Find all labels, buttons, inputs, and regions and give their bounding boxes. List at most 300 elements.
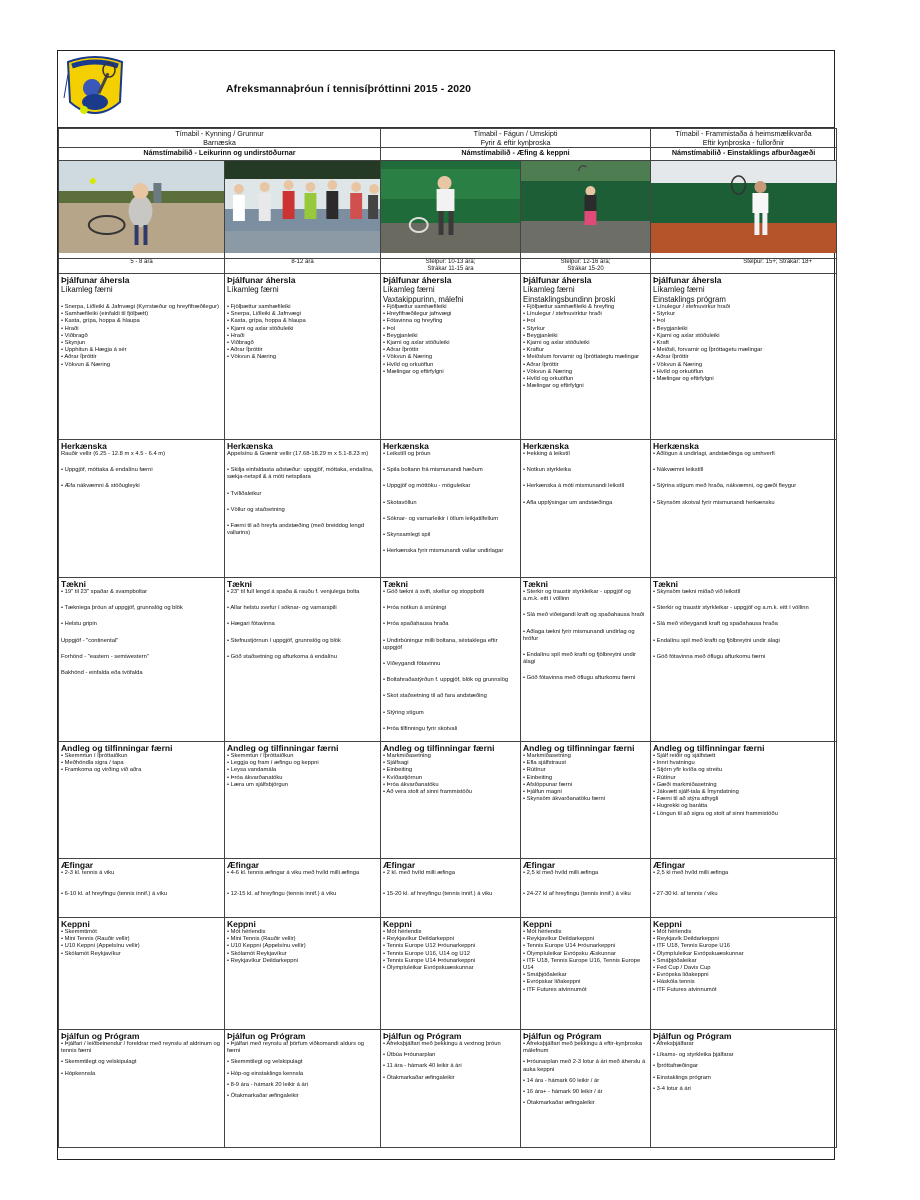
section-heading: Keppni	[383, 919, 412, 929]
age-cell: Stelpur: 10-13 ára; Strákar 11-15 ára	[381, 259, 521, 274]
section-row	[59, 918, 837, 1030]
training-item: • Vökvun & Næring	[61, 361, 111, 368]
competition-item: • Mót hérlendis	[383, 929, 422, 935]
mental-item: • Markmiðasetning	[523, 753, 571, 759]
tactics-item: • Skotavöllun	[383, 499, 417, 506]
training-item: • Styrkur	[523, 325, 546, 332]
technique-item: Forhönd - "eastern - semiwestern"	[61, 653, 149, 660]
section-heading: Þjálfunar áhersla	[227, 275, 296, 285]
section-heading: Tækni	[523, 579, 549, 589]
program-item: • Skemmtilegt og velskipulagt	[227, 1059, 303, 1066]
program-cell	[59, 1030, 225, 1148]
section-heading: Æfingar	[383, 860, 416, 870]
period-title: Tímabil - Fágun / Umskipti	[473, 129, 558, 138]
competition-item: • Ólympíuleikar Evrópskuæskunnar	[653, 950, 744, 957]
technique-item: • Þróa notkun á snúningi	[383, 605, 446, 612]
section-heading: Þjálfunar áhersla	[61, 275, 130, 285]
tactics-cell	[59, 440, 225, 578]
document-header	[58, 51, 834, 128]
section-heading: Keppni	[523, 919, 552, 929]
program-item: • Ótakmarkaðar æfingaleikir	[227, 1093, 299, 1100]
training-item: • Vökvun & Næring	[227, 354, 277, 361]
section-heading: Andleg og tilfinningar færni	[383, 743, 495, 753]
age-cell: Stelpur: 15+; Strákar: 18+	[651, 259, 837, 274]
training-item: • Línulegur / stefnuvirkur hraði	[653, 304, 731, 310]
training-item: • Meiðsli, forvarnir og Íþróttagetu mælingar	[653, 347, 763, 354]
practice-item: • 27-30 kl. af tennis / viku	[653, 891, 718, 898]
section-heading: Keppni	[61, 919, 90, 929]
training-item: • Kraftur	[523, 347, 545, 354]
section-heading: Tækni	[227, 579, 253, 589]
tactics-item: • Skilja einfaldasta aðstæður: uppgjöf, móttaka, endalína, sækja-netspil & á móti netspilara	[227, 467, 374, 481]
technique-item: • Slá með viðeigandi kraft og spaðahausa hraði	[523, 612, 645, 619]
section-heading: Herkænska	[653, 441, 699, 451]
tactics-item: • Völlur og staðsetning	[227, 506, 285, 513]
technique-item: • Slá með viðeygandi kraft og spaðahausa hraða	[653, 621, 778, 628]
competition-item: • Smáþjóðaleikar	[653, 957, 697, 964]
training-item: • Þol	[523, 318, 536, 325]
program-item: • 11 ára - hámark 40 leikir á ári	[383, 1063, 462, 1070]
tactics-item: • Færni til að hreyfa andstæðing (með breiddog lengd vallarins)	[227, 523, 365, 537]
stage-row	[59, 148, 837, 161]
competition-cell	[225, 918, 381, 1030]
competition-item: • Fed Cup / Davis Cup	[653, 965, 711, 972]
training-item: • Línulegur / stefnuvirktur hraði	[523, 311, 602, 318]
group-kids-photo	[225, 161, 380, 253]
practice-cell	[651, 859, 837, 918]
technique-item: • Sterkir og traustir styrkleikar - uppgjöf og a.m.k. eitt í völlinn	[523, 589, 631, 603]
photo-cell	[381, 161, 521, 259]
age-cell: Stelpur: 12-16 ára; Strákar 15-20	[521, 259, 651, 274]
technique-item: • Sterkir og traustir styrkleikar - uppgjöf og a.m.k. eitt í völlinn	[653, 605, 809, 612]
section-heading: Æfingar	[523, 860, 556, 870]
section-heading: Herkænska	[61, 441, 107, 451]
training-item: • Mælingar og eftirfylgni	[523, 383, 584, 390]
section-row	[59, 440, 837, 578]
training-item: • Aðrar Íþróttir	[61, 354, 97, 361]
section-row	[59, 859, 837, 918]
training-item: • Kjarni og axlar stöðuleiki	[383, 340, 450, 347]
technique-item: • Tækniega þróun af uppgjöf, grunnslög og blök	[61, 605, 183, 612]
program-item: • 8-9 ára - hámark 20 leikir á ári	[227, 1081, 308, 1088]
tactics-item: • Skynsöm skotval fyrir mismunandi herkænsku	[653, 499, 775, 506]
training-item: • Kasta, grípa, hoppa & hlaupa	[61, 318, 140, 325]
training-item: • Hraði	[61, 325, 79, 332]
section-subtitle: Líkamleg færni	[61, 285, 113, 294]
program-item: • Íþróttafræðingar	[653, 1063, 698, 1070]
period-cell	[381, 129, 651, 148]
section-row	[59, 274, 837, 440]
training-item: • Skynjun	[61, 340, 86, 347]
technique-item: • Stýring stígum	[383, 709, 424, 716]
training-item: • Þol	[383, 325, 396, 332]
section-heading: Tækni	[61, 579, 87, 589]
document-title: Afreksmannaþróun í tennisíþróttinni 2015 - 2020	[226, 83, 472, 95]
section-heading: Keppni	[227, 919, 256, 929]
tactics-item: • Uppgjöf, móttaka & endalínu færni	[61, 467, 153, 474]
program-item: • Afreksþjálfari með þekkingu á eftir-kynþroska málefnum	[523, 1041, 643, 1055]
program-cell	[651, 1030, 837, 1148]
practice-item: • 2,5 kl með hvíld milli æfinga	[653, 870, 729, 876]
training-item: • Fjölþættur samhæfileiki	[227, 304, 291, 310]
program-item: • Þjálfari með reynslu af þörfum viðkomandi aldurs og færni	[227, 1041, 365, 1055]
mental-item: • Skemmtun í Íþróttaiðkun	[61, 753, 128, 759]
training-cell	[651, 274, 837, 440]
training-item: • Hreyfifræðilegur jafnvægi	[383, 311, 452, 318]
training-item: • Hvíld og orkuöflun	[383, 361, 434, 368]
section-heading: Andleg og tilfinningar færni	[523, 743, 635, 753]
mental-item: • Meðhöndla sigra / tapa	[61, 760, 124, 767]
technique-item: • Endalínu spil með krafti og fjölbreytni undir álagi	[653, 637, 780, 644]
tactics-item: • Afla upplýsingar um andstæðinga	[523, 499, 613, 506]
practice-cell	[521, 859, 651, 918]
period-subtitle: Eftir kynþroska - fullorðnir	[702, 137, 785, 147]
mental-item: • Afslöppunar færni	[523, 781, 573, 788]
section-heading: Þjálfun og Prógram	[227, 1031, 306, 1041]
section-heading: Þjálfunar áhersla	[383, 275, 452, 285]
competition-item: • Evrópska liðakeppni	[653, 972, 709, 979]
practice-item: • 15-20 kl. af hreyfingu (tennis innif.) á viku	[383, 891, 493, 898]
tactics-item: • Leikstíll og þróun	[383, 451, 431, 457]
mental-item: • Rútínur	[523, 767, 546, 774]
photo-cell	[651, 161, 837, 259]
section-heading: Þjálfun og Prógram	[653, 1031, 732, 1041]
competition-item: • Smáþjóðaleikar	[523, 972, 567, 979]
competition-item: • ITF U18, Tennis Europe U16	[653, 943, 731, 950]
training-cell	[59, 274, 225, 440]
mental-item: • Skynsöm ákvarðanatöku færni	[523, 796, 605, 803]
photo-cell	[59, 161, 225, 259]
tactics-item: • Uppgjöf og móttöku - möguleikar	[383, 483, 471, 490]
section-row	[59, 742, 837, 859]
technique-item: • Allar helstu svefur í sóknar- og varnarspili	[227, 605, 337, 612]
mental-item: • Efla sjálfstraust	[523, 760, 566, 767]
practice-item: • 6-10 kl. af hreyfingu (tennis innif.) á viku	[61, 891, 168, 898]
training-item: • Beygjanleiki	[523, 332, 558, 339]
competition-item: • Reykjavík Deildarkeppni	[653, 936, 719, 943]
section-heading: Æfingar	[653, 860, 686, 870]
technique-item: • Stefnustjórnun í uppgjöf, grunnslög og blök	[227, 637, 341, 644]
technique-item: • Þróa tilfinningu fyrir skotvali	[383, 725, 458, 732]
training-item: • Þol	[653, 318, 666, 325]
mental-item: • Stjórn yfir kvíða og streitu	[653, 767, 723, 774]
stage-cell: Námstímabilið - Leikurinn og undirstöðurnar	[59, 148, 381, 161]
stage-cell: Námstímabilið - Einstaklings afburðagæði	[651, 148, 837, 161]
competition-item: • U10 Keppni (Appelsínu vellir)	[227, 943, 306, 950]
training-item: • Snerpa, Liðleiki & Jafnvægi (Kyrrstæður og hreyfifræðilegur)	[61, 304, 219, 310]
training-item: • Vökvun & Næring	[383, 354, 433, 361]
competition-item: • ITF U18, Tennis Europe U16, Tennis Europe U14	[523, 957, 641, 972]
training-item: • Fjölþættur samhæfileiki	[383, 304, 447, 310]
section-heading: Æfingar	[61, 860, 94, 870]
training-item: • Aðrar Íþróttir	[523, 361, 559, 368]
tactics-item: • Herkænska fyrir mismunandi vallar undirlagar	[383, 548, 504, 555]
technique-item: • Góð fótavinna með öflugu afturkomu færni	[523, 675, 636, 682]
training-item: • Upphitun & Hægja á sér	[61, 347, 127, 354]
practice-item: • 2 kl. með hvíld milli æfinga	[383, 870, 455, 876]
training-item: • Mælingar og eftirfylgni	[383, 368, 444, 375]
training-item: • Kraft	[653, 340, 669, 347]
section-heading: Æfingar	[227, 860, 260, 870]
program-item: • Ótakmarkaðar æfingaleikir	[523, 1100, 595, 1107]
program-item: • 3-4 lotur á ári	[653, 1085, 691, 1092]
section-heading: Herkænska	[383, 441, 429, 451]
section-heading: Þjálfun og Prógram	[61, 1031, 140, 1041]
practice-cell	[381, 859, 521, 918]
section-heading: Þjálfun og Prógram	[383, 1031, 462, 1041]
section-subtitle-2: Einstaklingsbundinn þroski	[523, 294, 616, 304]
competition-item: • ITF Futures atvinnumót	[523, 986, 587, 993]
technique-item: • Góð fótavinna með öflugu afturkomu færni	[653, 653, 766, 660]
mental-cell	[651, 742, 837, 859]
section-subtitle: Líkamleg færni	[383, 285, 435, 294]
training-item: • Viðbragð	[61, 332, 88, 339]
training-item: • Kjarni og axlar stöðuleiki	[653, 332, 720, 339]
mental-item: • Þróa ákvarðanatöku	[227, 774, 283, 781]
section-subtitle: Líkamleg færni	[653, 285, 705, 294]
practice-item: • 4-6 kl. tennis æfingar á viku með hvíld milli æfinga	[227, 870, 360, 876]
photo-cell	[521, 161, 651, 259]
period-subtitle: Barnæska	[203, 137, 236, 147]
competition-item: • Mót hérlendis	[227, 929, 266, 935]
training-item: • Aðrar Íþróttir	[383, 347, 419, 354]
tactics-item: • Aðlögun á undirlagi, andstæðinga og umhverfi	[653, 451, 775, 457]
mental-item: • Hugrekki og barátta	[653, 803, 708, 810]
training-item: • Vökvun & Næring	[653, 361, 703, 368]
competition-cell	[381, 918, 521, 1030]
period-row	[59, 129, 837, 148]
technique-item: • Hægari fótavinna	[227, 621, 275, 628]
competition-item: • Tennis Europe U12 Þróunarkeppni	[383, 943, 476, 950]
photo-row	[59, 161, 837, 259]
mental-item: • Sjálfsagi	[383, 760, 409, 767]
girl-serve-photo	[521, 161, 650, 253]
section-heading: Andleg og tilfinningar færni	[653, 743, 765, 753]
mental-item: • Læra um sjálfsbjörgun	[227, 781, 288, 788]
mental-cell	[521, 742, 651, 859]
section-heading: Andleg og tilfinningar færni	[61, 743, 173, 753]
practice-item: • 2,5 kl með hvíld milli æfinga	[523, 870, 599, 876]
tactics-item: • Skynsamlegt spil	[383, 532, 431, 539]
program-item: • Afreksþjálfarar	[653, 1041, 694, 1047]
technique-cell	[521, 578, 651, 742]
mental-item: • Einbeiting	[523, 774, 553, 781]
competition-item: • Tennis Europe U14 Þróunarkeppni	[523, 943, 616, 950]
age-row	[59, 259, 837, 274]
development-table	[58, 128, 837, 1148]
technique-item: • Viðeygandi fótavinnu	[383, 661, 441, 668]
practice-item: • 2-3 kl. tennis á viku	[61, 870, 115, 876]
stage-cell: Námstímabilið - Æfing & keppni	[381, 148, 651, 161]
program-cell	[225, 1030, 381, 1148]
section-heading: Keppni	[653, 919, 682, 929]
practice-cell	[225, 859, 381, 918]
tactics-item: Rauðir vellir (6.25 - 12.8 m x 4.5 - 6.4 m)	[61, 451, 166, 457]
training-item: • Samhæfileiki (einfaldi til fjölþætt)	[61, 311, 149, 318]
competition-cell	[521, 918, 651, 1030]
mental-item: • Þróa ákvarðanatöku	[383, 781, 439, 788]
mental-item: • Að vera stolt af sinni frammistöðu	[383, 789, 473, 796]
tactics-item: • Þekking á leikstíl	[523, 451, 570, 457]
section-heading: Þjálfunar áhersla	[653, 275, 722, 285]
section-row	[59, 1030, 837, 1148]
training-item: • Aðrar Íþróttir	[227, 347, 263, 354]
tactics-cell	[381, 440, 521, 578]
technique-item: • Boltahraðastýrðun f. uppgjöf, blök og grunnslög	[383, 677, 509, 684]
technique-cell	[59, 578, 225, 742]
technique-item: Uppgjöf - "continental"	[61, 637, 119, 644]
child-tennis-photo	[59, 161, 224, 253]
training-cell	[225, 274, 381, 440]
section-heading: Herkænska	[227, 441, 273, 451]
competition-cell	[59, 918, 225, 1030]
tactics-cell	[225, 440, 381, 578]
training-item: • Kasta, grípa, hoppa & hlaupa	[227, 318, 306, 325]
program-item: • Líkams- og styrkleika þjálfarar	[653, 1052, 734, 1059]
section-subtitle: Líkamleg færni	[523, 285, 575, 294]
practice-cell	[59, 859, 225, 918]
technique-item: • Helstu gripin	[61, 621, 97, 628]
training-cell	[381, 274, 521, 440]
training-item: • Aðrar Íþróttir	[653, 354, 689, 361]
practice-item: • 24-27 kl af hreyfingu (tennis innif.) á viku	[523, 891, 631, 898]
competition-item: • Mini Tennis (Rauðir vellir)	[61, 936, 130, 943]
mental-item: • Gæði markmiðasetning	[653, 781, 717, 788]
mental-cell	[59, 742, 225, 859]
program-item: • Ótakmarkaðar æfingaleikir	[383, 1074, 455, 1081]
training-item: • Hvíld og orkuöflun	[653, 368, 704, 375]
tactics-item: • Sóknar- og varnarleikir í öllum leikjatilfellum	[383, 515, 499, 522]
competition-item: • Háskóla tennis	[653, 979, 695, 986]
technique-cell	[651, 578, 837, 742]
period-subtitle: Fyrir & eftir kynþroska	[480, 137, 551, 147]
training-item: • Beygjanleiki	[653, 325, 688, 332]
section-heading: Tækni	[653, 579, 679, 589]
competition-item: • Tennis Europe U14 Þróunarkeppni	[383, 957, 476, 964]
period-cell	[651, 129, 837, 148]
club-logo	[62, 54, 128, 124]
program-item: • Einstaklings prógram	[653, 1074, 711, 1081]
mental-item: • Löngun til að sigra og stolt af sinni frammistöðu	[653, 810, 778, 817]
technique-item: • Skynsöm tækni miðað við leikstíl	[653, 589, 741, 595]
training-item: • Mælingar og eftirfylgni	[653, 376, 714, 383]
program-item: • Hóp-og einstaklings kennsla	[227, 1070, 304, 1077]
tactics-item: • Tvíliðaleikur	[227, 490, 262, 497]
technique-item: • Þróa spaðahausa hraða	[383, 621, 449, 628]
training-item: • Snerpa, Liðleiki & Jafnvægi	[227, 311, 301, 318]
age-cell: 8-12 ára	[225, 259, 381, 274]
mental-item: • Einbeiting	[383, 767, 413, 774]
training-item: • Fótavinna og hreyfing	[383, 318, 443, 325]
boy-serve-photo	[381, 161, 520, 253]
section-heading: Andleg og tilfinningar færni	[227, 743, 339, 753]
training-item: • Beygjanleiki	[383, 332, 418, 339]
technique-item: • Skot staðsetning til að fara andstæðing	[383, 693, 487, 700]
competition-item: • Mót hérlendis	[653, 929, 692, 935]
tactics-cell	[651, 440, 837, 578]
section-heading: Þjálfun og Prógram	[523, 1031, 602, 1041]
training-cell	[521, 274, 651, 440]
section-heading: Þjálfunar áhersla	[523, 275, 592, 285]
training-item: • Kjarni og axlar stöðuleiki	[227, 325, 294, 332]
section-subtitle: Líkamleg færni	[227, 285, 279, 294]
competition-item: • Reykjavíkur Deildarkeppni	[227, 957, 298, 964]
training-item: • Styrkur	[653, 311, 676, 318]
section-subtitle-2: Vaxtakippurinn, málefni	[383, 294, 464, 304]
technique-item: • Aðlaga tækni fyrir mismunandi undirlag og hröfur	[523, 628, 635, 642]
adult-forehand-photo	[651, 161, 836, 253]
tactics-item: • Nákvæmni leikstíll	[653, 467, 704, 474]
competition-item: • Ólympíuleikar Evrópskuæskunnar	[383, 965, 474, 972]
mental-item: • Rútínur	[653, 774, 676, 781]
competition-item: • Skólamót Reykjavíkur	[227, 950, 287, 957]
competition-cell	[651, 918, 837, 1030]
section-subtitle-2	[227, 295, 378, 305]
tactics-item: • Æfa nákvæmni & stöðugleyki	[61, 483, 140, 490]
tactics-item: • Herkænska á móti mismunandi leikstíl	[523, 483, 625, 490]
program-item: • Skemmtilegt og velskipulagt	[61, 1059, 137, 1066]
period-title: Tímabil - Frammistaða á heimsmælikvarða	[675, 129, 812, 138]
mental-item: • Sjálf reiðir og sjálfstætt	[653, 753, 716, 759]
period-title: Tímabil - Kynning / Grunnur	[175, 129, 264, 138]
document-sheet	[57, 50, 835, 1160]
training-item: • Meiðslum forvarnir og Íþróttategtu mælingar	[523, 354, 640, 361]
training-item: • Kjarni og axlar stöðuleiki	[523, 340, 590, 347]
training-item: • Viðbragð	[227, 340, 254, 347]
training-item: • Hvíld og orkuöflun	[523, 376, 574, 383]
competition-item: • Ólympíuleikar Evrópsku Æskunnar	[523, 950, 616, 957]
mental-item: • Kvíðastjórnun	[383, 774, 423, 781]
period-cell	[59, 129, 381, 148]
competition-item: • Mót hérlendis	[523, 929, 562, 935]
program-item: • Þróunarplan með 2-3 lotur á ári með áherslu á auka keppni	[523, 1059, 646, 1073]
program-item: • Afreksþjálfari með þekkingu á vextnog þróun	[383, 1041, 501, 1047]
section-subtitle-2	[61, 295, 222, 305]
mental-item: • Færni til að stýra athygli	[653, 796, 719, 803]
mental-cell	[381, 742, 521, 859]
competition-item: • Tennis Europe U16, U14 og U12	[383, 950, 471, 957]
section-row	[59, 578, 837, 742]
competition-item: • ITF Futures atvinnumót	[653, 986, 717, 993]
competition-item: • Reykjavíkur Deildarkeppni	[383, 936, 454, 943]
tactics-item: • Notkun styrkleika	[523, 467, 571, 474]
program-item: • 14 ára - hámark 60 leikir / ár	[523, 1077, 600, 1084]
technique-item: • Góð tækni á svifi, skellur og stoppbolti	[383, 589, 485, 595]
tactics-item: • Spila boltann frá mismunandi hæðum	[383, 467, 483, 474]
mental-item: • Leggja og fram í æfingu og keppni	[227, 760, 319, 767]
competition-item: • Mini Tennis (Rauðir vellir)	[227, 936, 296, 943]
practice-item: • 12-15 kl. af hreyfingu (tennis innif.) á viku	[227, 891, 337, 898]
tactics-item: • Stýrina stígum með hraða, nákvæmni, og gæði fleygur	[653, 483, 797, 490]
mental-item: • Leysa vandamála	[227, 767, 277, 774]
technique-cell	[225, 578, 381, 742]
program-cell	[521, 1030, 651, 1148]
section-heading: Tækni	[383, 579, 409, 589]
competition-item: • Evrópskar liðakeppni	[523, 979, 581, 986]
age-cell: 5 - 8 ára	[59, 259, 225, 274]
technique-item: • Góð staðsetning og afturkoma á endalínu	[227, 653, 337, 660]
photo-cell	[225, 161, 381, 259]
competition-item: • Skólamót Reykjavíkur	[61, 950, 121, 957]
technique-item: • 23" til full lengd á spaða & rauðu f. venjulega bolta	[227, 589, 360, 595]
mental-item: • Þjálfun magni	[523, 789, 562, 796]
technique-cell	[381, 578, 521, 742]
program-item: • Þjálfari / leiðbeinendur / foreldrar með reynslu af aldrinum og tennis færni	[61, 1041, 220, 1055]
competition-item: • Reykjavíkur Deildarkeppni	[523, 936, 594, 943]
section-subtitle-2: Einstaklings prógram	[653, 294, 726, 304]
program-item: • 16 ára+ - hámark 90 leikir / ár	[523, 1089, 603, 1096]
tactics-cell	[521, 440, 651, 578]
